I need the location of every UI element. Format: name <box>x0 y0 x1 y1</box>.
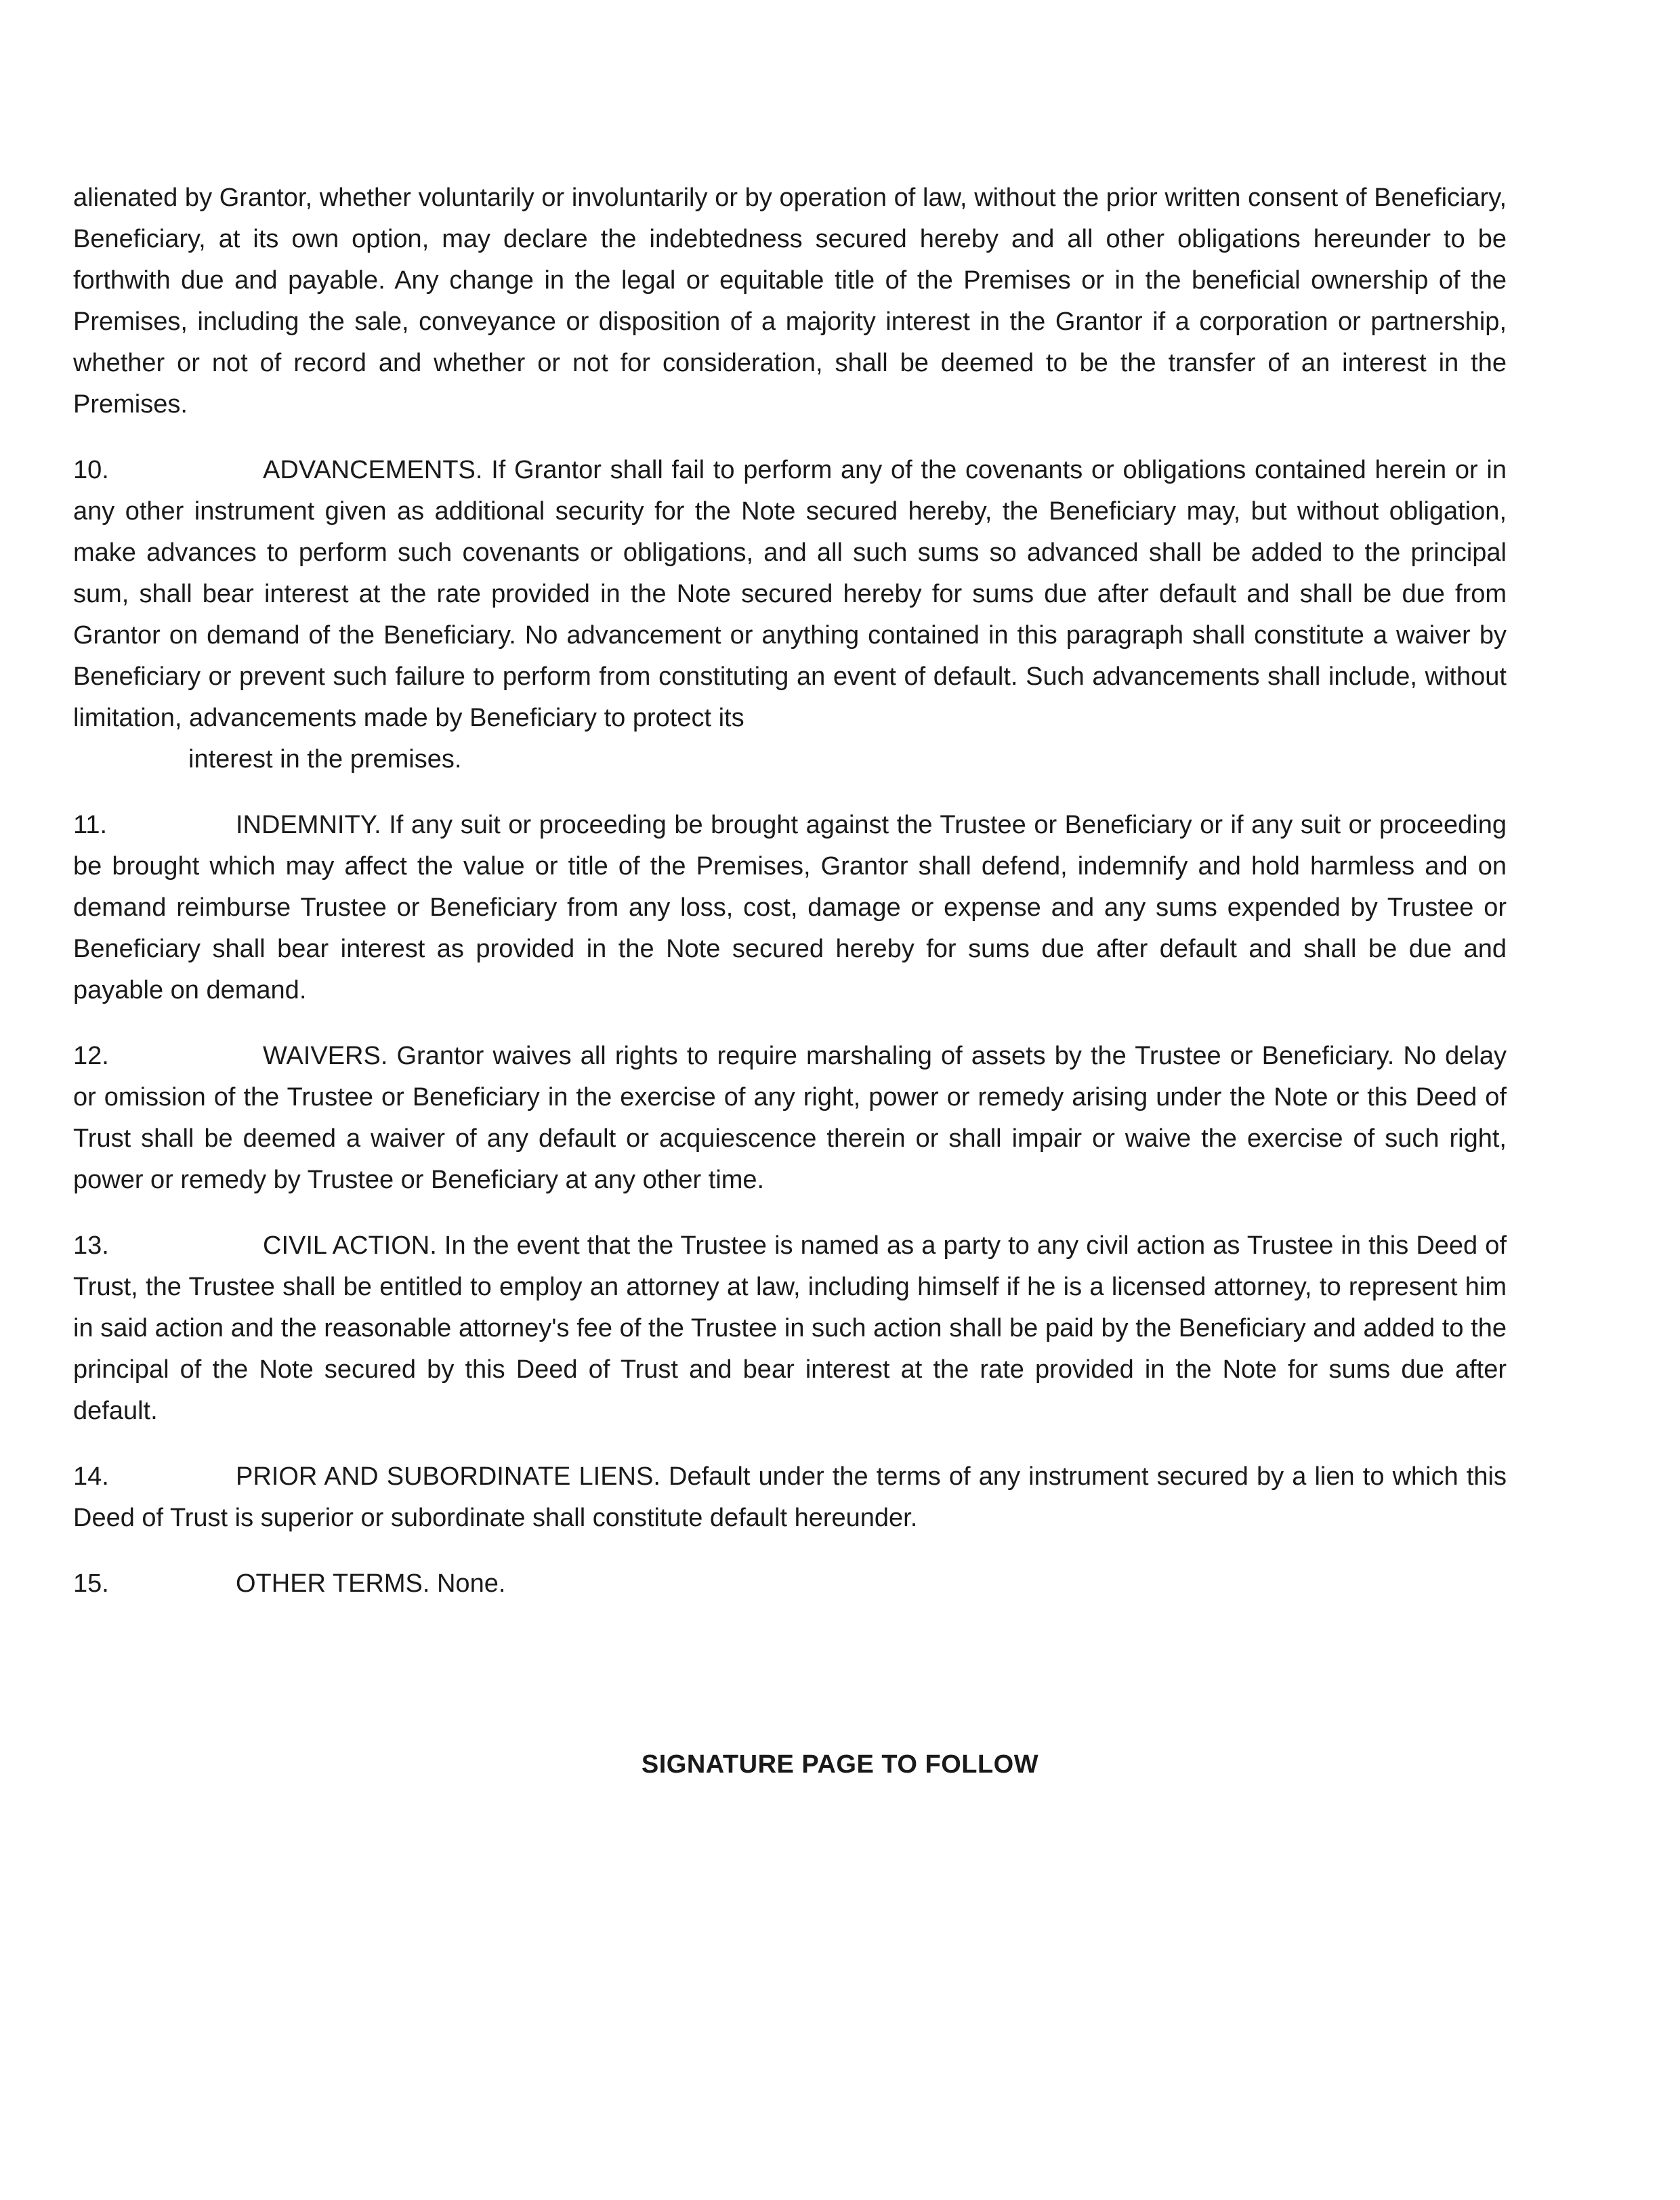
paragraph-12-waivers <box>73 1036 1507 1201</box>
paragraph-continuation <box>73 177 1507 425</box>
signature-page-note: SIGNATURE PAGE TO FOLLOW <box>641 1750 1039 1779</box>
paragraph-number: 15. <box>73 1569 109 1598</box>
paragraph-13-civil-action <box>73 1225 1507 1432</box>
paragraph-14-prior-liens <box>73 1456 1507 1539</box>
paragraph-text: PRIOR AND SUBORDINATE LIENS. Default under the terms of any instrument secured by a lien to which this Deed of Trust is superior or subordinate shall constitute default hereunder. <box>73 1462 1507 1532</box>
paragraph-number: 10. <box>73 456 109 484</box>
paragraph-text: CIVIL ACTION. In the event that the Trustee is named as a party to any civil action as Trustee in this Deed of Trust, the Trustee shall be entitled to employ an attorney at law, including himself if he is a licensed attorney, to represent him in said action and the reasonable attorney's fee of the Trustee in such action shall be paid by the Beneficiary and added to the principal of the Note secured by this Deed of Trust and bear interest at the rate provided in the Note for sums due after default. <box>73 1231 1507 1425</box>
paragraph-number: 12. <box>73 1042 109 1070</box>
paragraph-11-indemnity <box>73 805 1507 1011</box>
paragraph-number: 14. <box>73 1462 109 1491</box>
paragraph-text: INDEMNITY. If any suit or proceeding be brought against the Trustee or Beneficiary or if any suit or proceeding be brought which may affect the value or title of the Premises, Grantor shall defend, indemnify and hold harmless and on demand reimburse Trustee or Beneficiary from any loss, cost, damage or expense and any sums expended by Trustee or Beneficiary shall bear interest as provided in the Note secured hereby for sums due after default and shall be due and payable on demand. <box>73 811 1507 1004</box>
paragraph-text: OTHER TERMS. None. <box>236 1569 506 1598</box>
paragraph-text: ADVANCEMENTS. If Grantor shall fail to perform any of the covenants or obligations contained herein or in any other instrument given as additional security for the Note secured hereby, the Beneficiary may, but without obligation, make advances to perform such covenants or obligations, and all such sums so advanced shall be added to the principal sum, shall bear interest at the rate provided in the Note secured hereby for sums due after default and shall be due from Grantor on demand of the Beneficiary. No advancement or anything contained in this paragraph shall constitute a waiver by Beneficiary or prevent such failure to perform from constituting an event of default. Such advancements shall include, without limitation, advancements made by Beneficiary to protect its <box>73 456 1507 732</box>
paragraph-number: 13. <box>73 1231 109 1260</box>
paragraph-10-advancements <box>73 450 1507 780</box>
document-body <box>73 177 1507 1629</box>
paragraph-text: WAIVERS. Grantor waives all rights to require marshaling of assets by the Trustee or Beneficiary. No delay or omission of the Trustee or Beneficiary in the exercise of any right, power or remedy arising under the Note or this Deed of Trust shall be deemed a waiver of any default or acquiescence therein or shall impair or waive the exercise of such right, power or remedy by Trustee or Beneficiary at any other time. <box>73 1042 1507 1194</box>
paragraph-tail: interest in the premises. <box>188 745 462 774</box>
paragraph-number: 11. <box>73 811 108 839</box>
paragraph-text: alienated by Grantor, whether voluntarily or involuntarily or by operation of law, without the prior written consent of Beneficiary, Beneficiary, at its own option, may declare the indebtedness secured hereby and all other obligations hereunder to be forthwith due and payable. Any change in the legal or equitable title of the Premises or in the beneficial ownership of the Premises, including the sale, conveyance or disposition of a majority interest in the Grantor if a corporation or partnership, whether or not of record and whether or not for consideration, shall be deemed to be the transfer of an interest in the Premises. <box>73 184 1507 419</box>
paragraph-15-other-terms <box>73 1563 1507 1605</box>
